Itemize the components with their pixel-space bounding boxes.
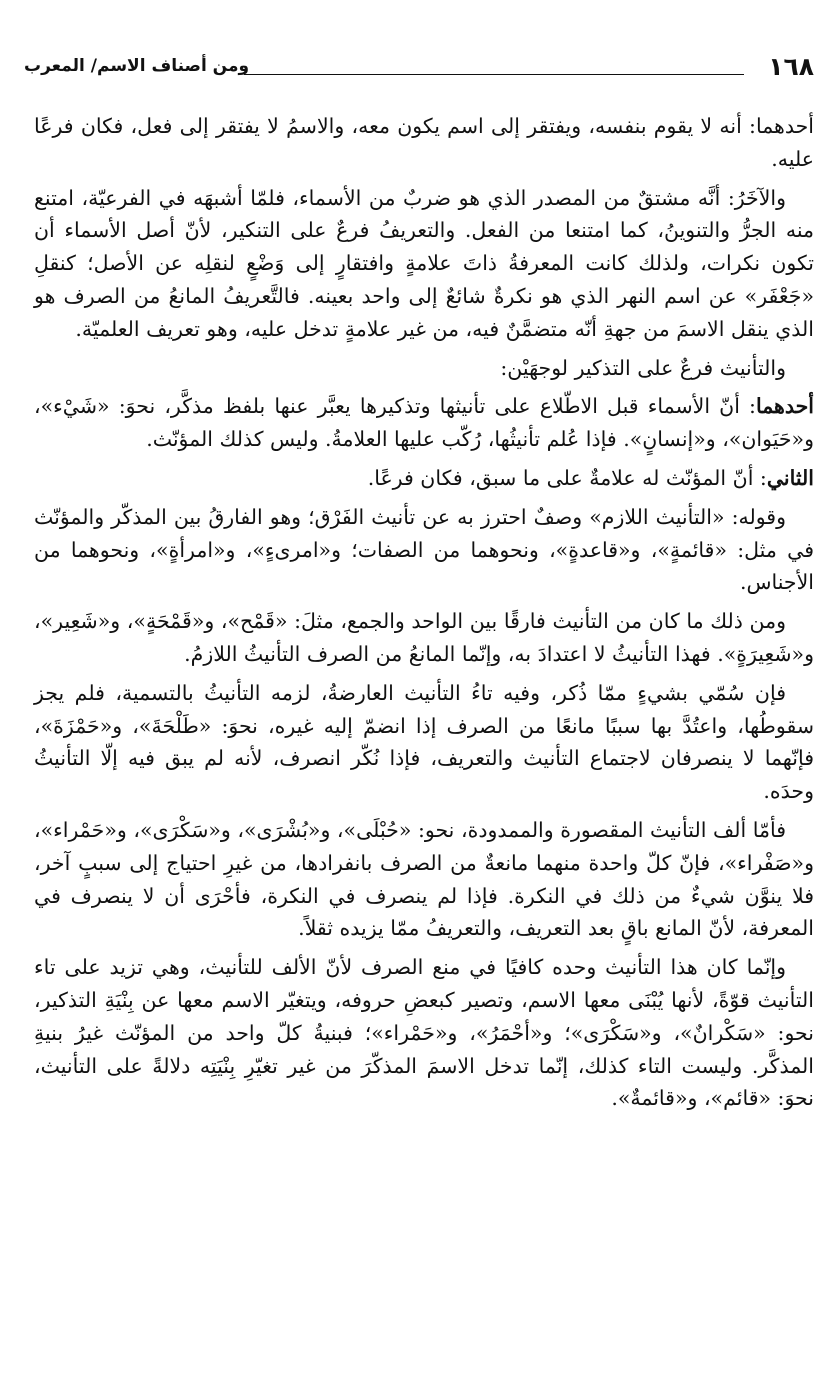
paragraph: والآخَرُ: أنَّه مشتقٌ من المصدر الذي هو ضربٌ من الأسماء، فلمّا أشبهَه في الفرعيّة، امتنع منه الجرُّ والتنوينُ، كما امتنعا من الفعل. والتعريفُ فرعٌ على التنكير، لأنّ أصل الأسماء أن تكون نكرات، ولذلك كانت المعرفةُ ذاتَ علامةٍ وافتقارٍ إلى وَضْعٍ لنقلِه عن الأصل؛ كنقلِ «جَعْفَر» عن اسم النهر الذي هو نكرةٌ شائعٌ إلى واحد بعينه. فالتَّعريفُ المانعُ من الصرف هو الذي ينقل الاسمَ من جهةِ أنّه متضمَّنٌ فيه، من غير علامةٍ تدخل عليه، وهو تعريف العلميّة.	[34, 185, 814, 341]
page-body	[34, 110, 814, 1360]
paragraph: الثاني: أنّ المؤنّث له علامةٌ على ما سبق، فكان فرعًا.	[367, 465, 814, 490]
paragraph: فإن سُمّي بشيءٍ ممّا ذُكر، وفيه تاءُ التأنيث العارضةُ، لزمه التأنيثُ بالتسمية، فلم يجز سقوطُها، واعتُدَّ بها سببًا مانعًا من الصرف إذا انضمّ إليه غيره، نحوَ: «طَلْحَةَ»، و«حَمْزَةَ»، فإنّهما لا ينصرفان لاجتماع التأنيث والتعريف، فإذا نُكّر انصرف، لأنه لم يبق فيه إلّا التأنيثُ وحدَه.	[34, 680, 814, 804]
paragraph: ومن ذلك ما كان من التأنيث فارقًا بين الواحد والجمع، مثلَ: «قَمْح»، و«قَمْحَةٍ»، و«شَعِير»، و«شَعِيرَةٍ». فهذا التأنيثُ لا اعتدادَ به، وإنّما المانعُ من الصرف التأنيثُ اللازمُ.	[34, 609, 814, 666]
running-title: ومن أصناف الاسم/ المعرب	[24, 56, 250, 76]
paragraph: والتأنيث فرعٌ على التذكير لوجهَيْن:	[500, 355, 786, 380]
first-aspect-label: أحدهما	[755, 394, 814, 419]
second-aspect-label: الثاني	[766, 465, 814, 490]
paragraph: أحدهما: أنه لا يقوم بنفسه، ويفتقر إلى اسم يكون معه، والاسمُ لا يفتقر إلى فعل، فكان فرعًا عليه.	[34, 114, 814, 171]
page-number: ١٦٨	[768, 52, 814, 81]
paragraph: وقوله: «التأنيث اللازم» وصفٌ احترز به عن تأنيث الفَرْق؛ وهو الفارقُ بين المذكّر والمؤنّث في مثل: «قائمةٍ»، و«قاعدةٍ»، ونحوهما من الصفات؛ و«امرىءٍ»، و«امرأةٍ»، ونحوهما من الأجناس.	[34, 504, 814, 595]
paragraph: فأمّا ألف التأنيث المقصورة والممدودة، نحو: «حُبْلَى»، و«بُشْرَى»، و«سَكْرَى»، و«حَمْراء»، و«صَفْراء»، فإنّ كلّ واحدة منهما مانعةٌ من الصرف بانفرادها، من غيرِ احتياج إلى سببٍ آخر، فلا ينوَّن شيءٌ من ذلك في النكرة. فإذا لم ينصرف في النكرة، فأحْرَى أن لا ينصرف في المعرفة، لأنّ المانع باقٍ بعد التعريف، والتعريفُ ممّا يزيده ثقلاً.	[34, 817, 814, 941]
paragraph: أحدهما: أنّ الأسماء قبل الاطّلاع على تأنيثها وتذكيرها يعبَّر عنها بلفظ مذكَّر، نحوَ: «شَيْء»، و«حَيَوان»، و«إنسانٍ». فإذا عُلم تأنيثُها، رُكّب عليها العلامةُ. وليس كذلك المؤنّث.	[34, 394, 814, 452]
page-header	[24, 52, 814, 86]
header-rule	[244, 74, 744, 75]
paragraph: وإنّما كان هذا التأنيث وحده كافيًا في منع الصرف لأنّ الألف للتأنيث، وهي تزيد على تاء التأنيث قوّةً، لأنها يُبْنَى معها الاسم، وتصير كبعضِ حروفه، ويتغيّر الاسم معها عن بِنْيَةِ التذكير، نحو: «سَكْرانٌ»، و«سَكْرَى»؛ و«أحْمَرُ»، و«حَمْراء»؛ فبنيةُ كلّ واحد من المؤنّث غيرُ بنيةِ المذكَّر. وليست التاء كذلك، إنّما تدخل الاسمَ المذكّرَ من غير تغيّرِ بِنْيَتِه دلالةً على التأنيث، نحوَ: «قائم»، و«قائمةٌ».	[34, 955, 814, 1111]
